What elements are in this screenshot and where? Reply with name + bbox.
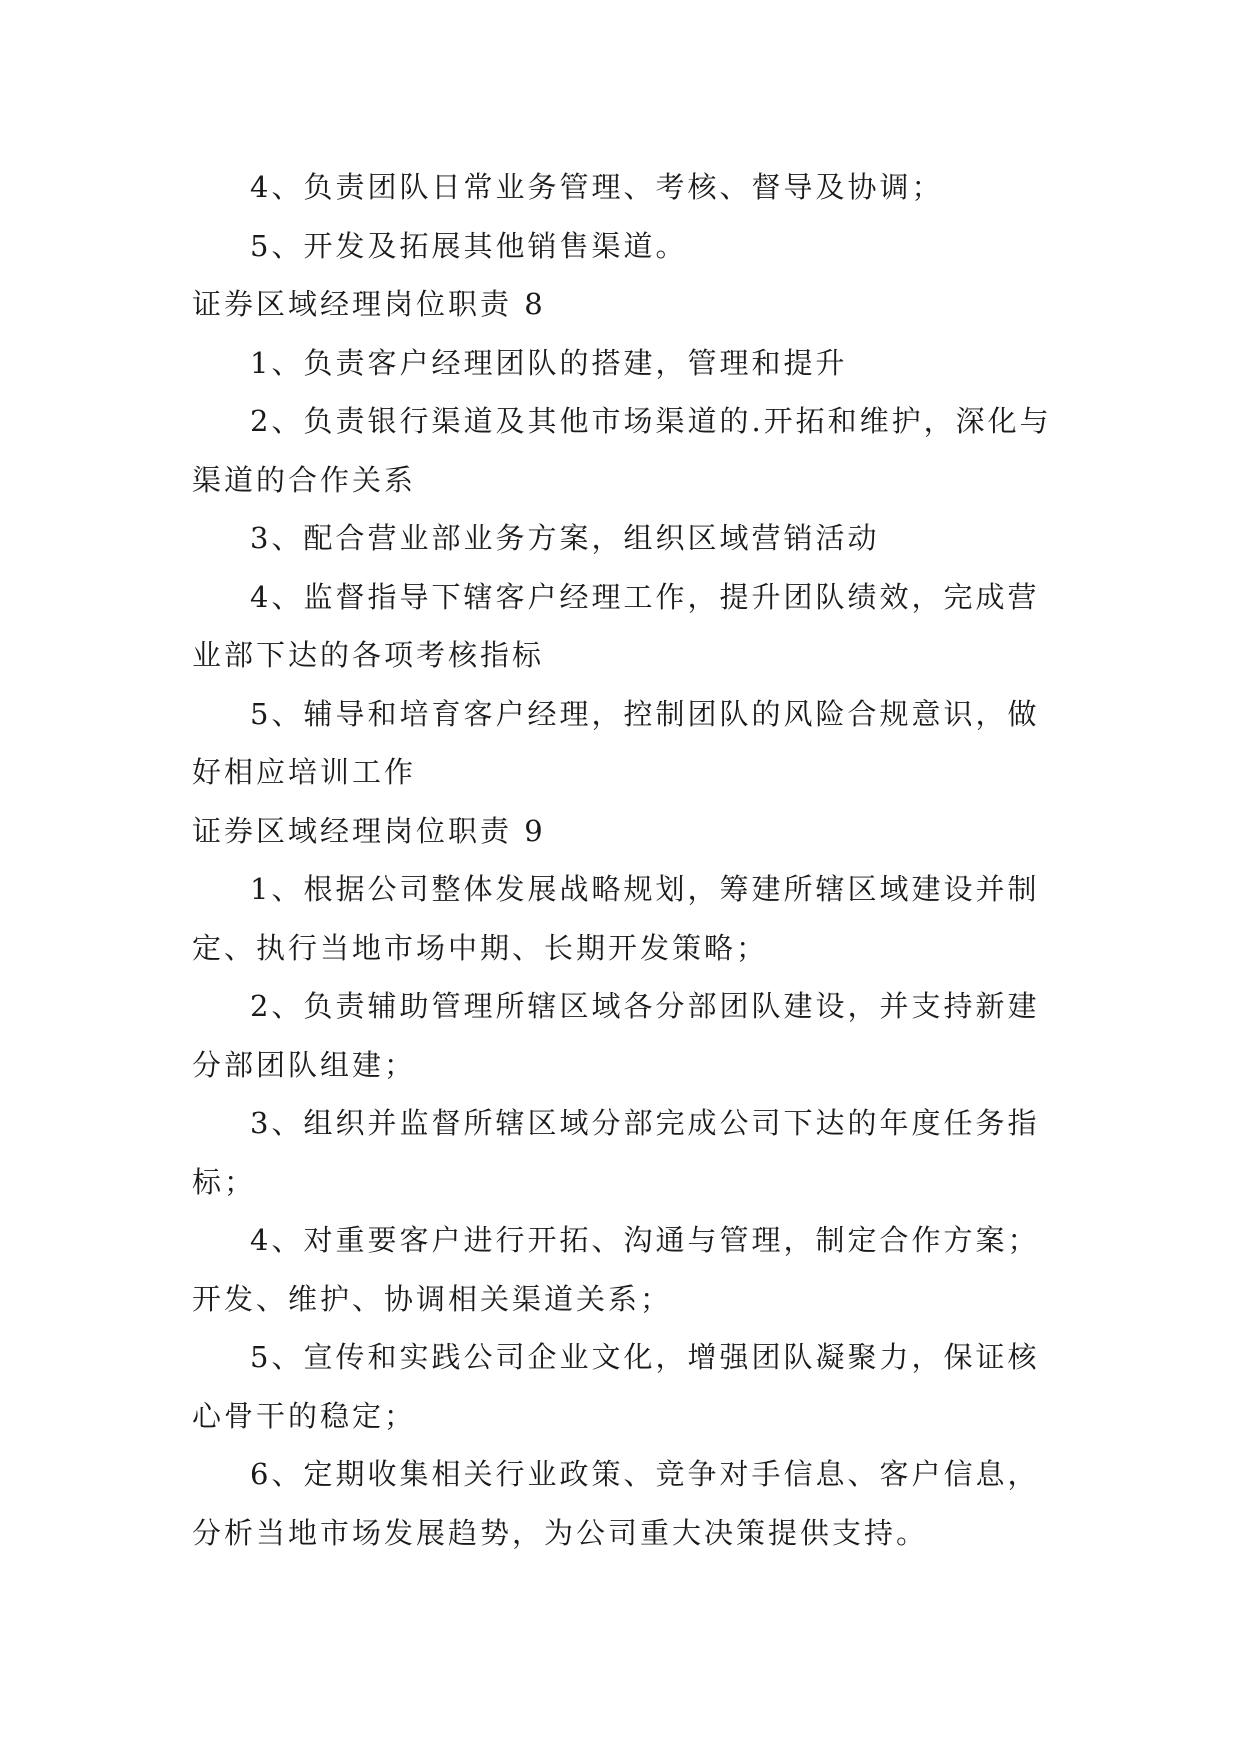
document-body — [192, 158, 1052, 1562]
list-item: 2、负责辅助管理所辖区域各分部团队建设，并支持新建分部团队组建； — [192, 989, 1040, 1082]
list-item: 3、组织并监督所辖区域分部完成公司下达的年度任务指标； — [192, 1106, 1040, 1199]
list-item: 5、开发及拓展其他销售渠道。 — [250, 228, 688, 263]
section-heading: 证券区域经理岗位职责 8 — [192, 287, 546, 321]
list-item: 6、定期收集相关行业政策、竞争对手信息、客户信息，分析当地市场发展趋势，为公司重大决策提供支持。 — [192, 1457, 1040, 1550]
section-heading: 证券区域经理岗位职责 9 — [192, 813, 546, 848]
list-item: 4、对重要客户进行开拓、沟通与管理，制定合作方案；开发、维护、协调相关渠道关系； — [192, 1223, 1040, 1316]
list-item: 3、配合营业部业务方案，组织区域营销活动 — [250, 521, 880, 555]
list-item: 5、辅导和培育客户经理，控制团队的风险合规意识，做好相应培训工作 — [192, 696, 1040, 789]
list-item: 5、宣传和实践公司企业文化，增强团队凝聚力，保证核心骨干的稳定； — [192, 1340, 1040, 1433]
list-item: 4、负责团队日常业务管理、考核、督导及协调； — [250, 170, 944, 204]
list-item: 4、监督指导下辖客户经理工作，提升团队绩效，完成营业部下达的各项考核指标 — [192, 579, 1040, 672]
list-item: 2、负责银行渠道及其他市场渠道的.开拓和维护，深化与渠道的合作关系 — [192, 404, 1052, 497]
list-item: 1、负责客户经理团队的搭建，管理和提升 — [250, 345, 848, 380]
list-item: 1、根据公司整体发展战略规划，筹建所辖区域建设并制定、执行当地市场中期、长期开发策略； — [192, 872, 1040, 965]
